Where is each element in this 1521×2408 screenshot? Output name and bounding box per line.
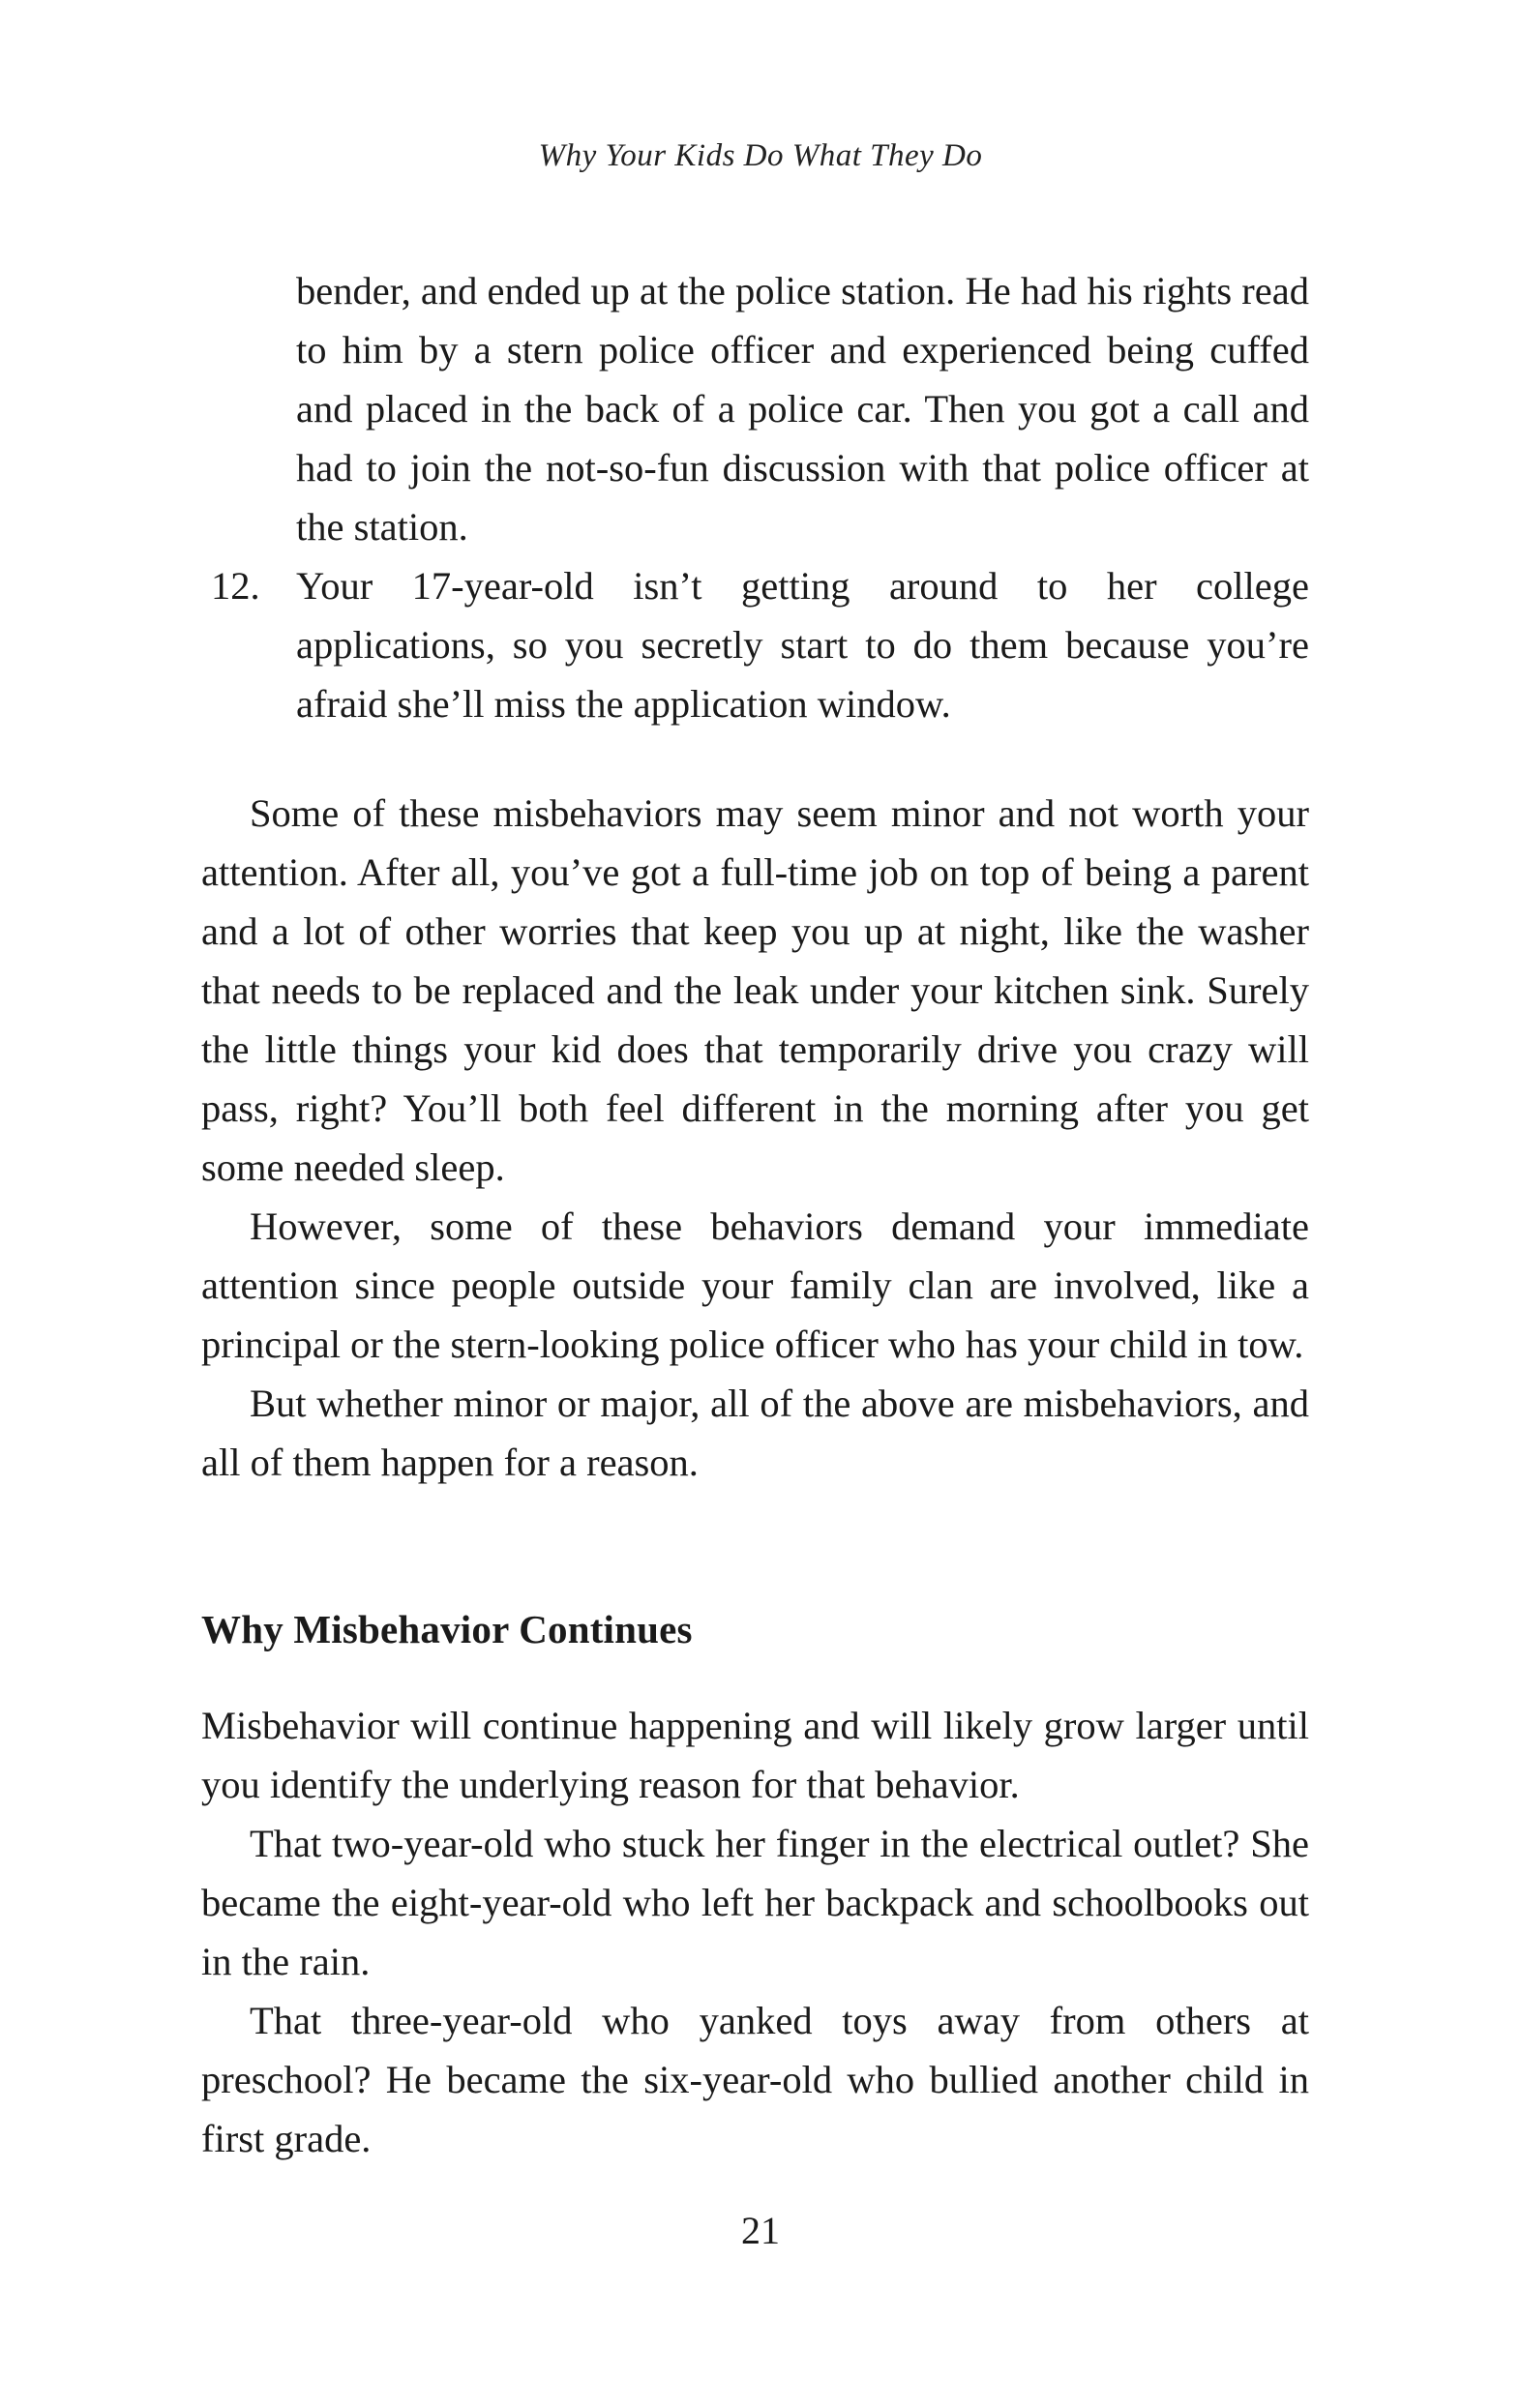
- paragraph: That three-year-old who yanked toys away from others at preschool? He became the six-year-old who bullied another child in first grade.: [201, 1999, 1309, 2160]
- section-heading: Why Misbehavior Continues: [201, 1607, 693, 1651]
- page-number: 21: [741, 2209, 780, 2252]
- paragraph: However, some of these behaviors demand your immediate attention since people outside your family clan are involved, like a principal or the stern-looking police officer who has your child in tow.: [201, 1204, 1309, 1366]
- running-head: Why Your Kids Do What They Do: [538, 138, 983, 173]
- list-item-number: 12.: [211, 564, 260, 608]
- paragraph: Some of these misbehaviors may seem minor and not worth your attention. After all, you’ve got a full-time job on top of being a parent and a lot of other worries that keep you up at night, like the washer that needs to be replaced and the leak under your kitchen sink. Surely the little things your kid does that temporarily drive you crazy will pass, right? You’ll both feel different in the morning after you get some needed sleep.: [201, 791, 1309, 1189]
- paragraph: But whether minor or major, all of the above are misbehaviors, and all of them happen for a reason.: [201, 1382, 1309, 1484]
- paragraph: That two-year-old who stuck her finger in the electrical outlet? She became the eight-year-old who left her backpack and schoolbooks out in the rain.: [201, 1822, 1309, 1983]
- body-text: [201, 261, 1309, 2168]
- list-item-12: [211, 556, 1309, 733]
- list-item-text: Your 17-year-old isn’t getting around to her college applications, so you secretly start to do them because you’re afraid she’ll miss the application window.: [296, 564, 1309, 726]
- paragraph: Misbehavior will continue happening and will likely grow larger until you identify the underlying reason for that behavior.: [201, 1704, 1309, 1806]
- list-item-continuation: bender, and ended up at the police station. He had his rights read to him by a stern police officer and experienced being cuffed and placed in the back of a police car. Then you got a call and had to join the not-so-fun discussion with that police officer at the station.: [296, 269, 1309, 549]
